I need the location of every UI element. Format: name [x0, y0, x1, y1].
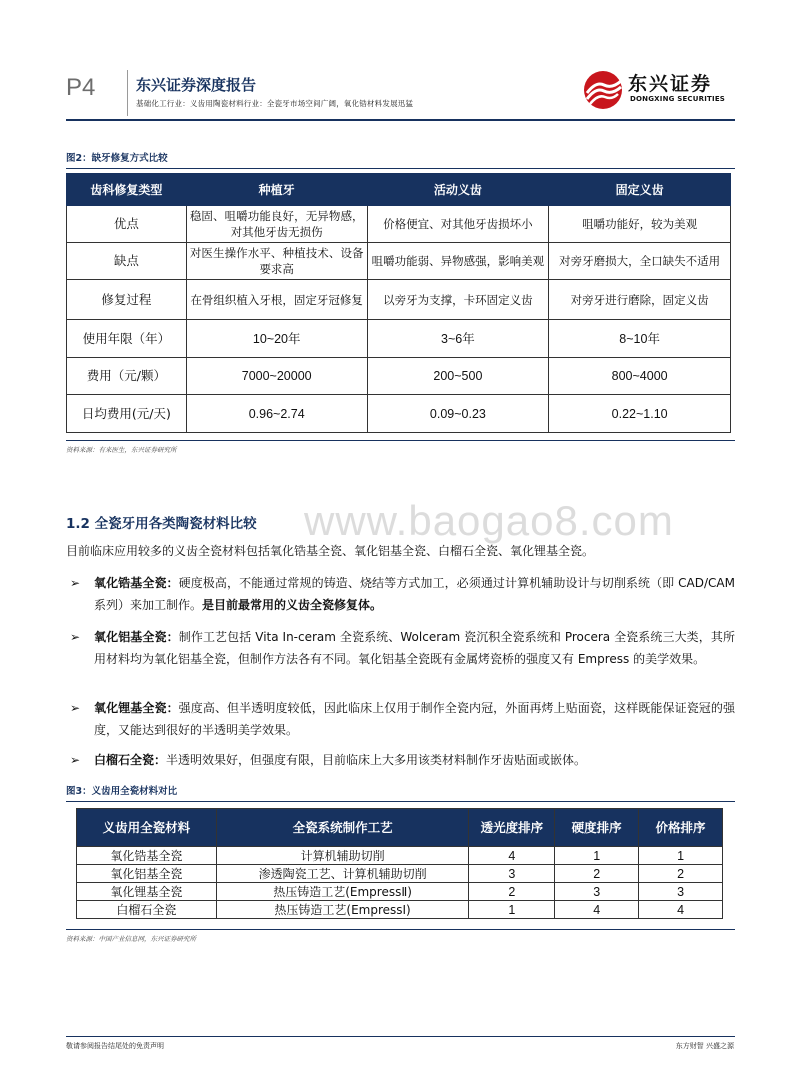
table-cell: 8~10年 [549, 320, 731, 358]
table-cell: 以旁牙为支撑，卡环固定义齿 [367, 280, 549, 320]
table-cell: 稳固、咀嚼功能良好，无异物感，对其他牙齿无损伤 [186, 206, 367, 243]
table-cell: 咀嚼功能好，较为美观 [549, 206, 731, 243]
table-row-label: 费用（元/颗） [67, 358, 187, 395]
logo-mark-icon [582, 69, 626, 111]
table-cell: 0.22~1.10 [549, 395, 731, 433]
figure3-caption: 图3：义齿用全瓷材料对比 [66, 786, 178, 797]
bullet-term: 氧化锂基全瓷： [94, 701, 179, 715]
table-header-cell: 活动义齿 [367, 174, 549, 206]
table-row [67, 206, 731, 243]
table-header-cell: 价格排序 [639, 809, 723, 847]
header-rule [66, 119, 735, 121]
table-cell: 在骨组织植入牙根，固定牙冠修复 [186, 280, 367, 320]
table-cell: 7000~20000 [186, 358, 367, 395]
table-header-cell: 全瓷系统制作工艺 [216, 809, 469, 847]
figure3-rule [66, 801, 735, 802]
table-header-cell: 固定义齿 [549, 174, 731, 206]
footer-rule [66, 1036, 735, 1037]
table-cell: 4 [469, 847, 555, 865]
table-row [67, 243, 731, 280]
table-cell: 对旁牙进行磨除，固定义齿 [549, 280, 731, 320]
bullet-leucite [66, 749, 735, 771]
bullet-term: 氧化铝基全瓷： [94, 630, 179, 644]
header-divider [127, 70, 128, 116]
table-cell: 1 [469, 901, 555, 919]
table-row [77, 883, 723, 901]
figure2-bottom-rule [66, 440, 735, 441]
table-cell: 200~500 [367, 358, 549, 395]
table-row [67, 358, 731, 395]
bullet-text: 制作工艺包括 Vita In-ceram 全瓷系统、Wolceram 瓷沉积全瓷系统和 Procera 全瓷系统三大类，其所用材料均为氧化铝基全瓷，但制作方法各有不同。氧化铝基全瓷既有金属烤瓷桥的强度又有 Empress 的美学效果。 [94, 630, 735, 666]
table-header-row [77, 809, 723, 847]
company-logo [582, 69, 732, 111]
figure2-caption: 图2：缺牙修复方式比较 [66, 153, 168, 164]
bullet-term: 白榴石全瓷： [94, 753, 167, 767]
report-title: 东兴证券深度报告 [136, 76, 257, 94]
bullet-term: 氧化锆基全瓷： [94, 576, 179, 590]
bullet-zirconia [66, 572, 735, 616]
table-row [77, 901, 723, 919]
table-cell: 白榴石全瓷 [77, 901, 217, 919]
watermark: www.baogao8.com [304, 497, 674, 544]
table-cell: 1 [639, 847, 723, 865]
table-cell: 0.96~2.74 [186, 395, 367, 433]
table-cell: 3~6年 [367, 320, 549, 358]
table-cell: 2 [469, 883, 555, 901]
table-header-cell: 硬度排序 [555, 809, 639, 847]
bullet-arrow-icon: ➢ [70, 630, 81, 644]
table-cell: 4 [555, 901, 639, 919]
table-header-cell: 透光度排序 [469, 809, 555, 847]
table-row [67, 280, 731, 320]
ceramic-material-table [76, 808, 723, 919]
intro-paragraph: 目前临床应用较多的义齿全瓷材料包括氧化锆基全瓷、氧化铝基全瓷、白榴石全瓷、氧化锂基全瓷。 [66, 544, 595, 558]
table-row [67, 395, 731, 433]
figure3-bottom-rule [66, 929, 735, 930]
table-cell: 氧化锂基全瓷 [77, 883, 217, 901]
table-cell: 1 [555, 847, 639, 865]
table-header-cell: 种植牙 [186, 174, 367, 206]
table-cell: 10~20年 [186, 320, 367, 358]
table-row-label: 缺点 [67, 243, 187, 280]
table-cell: 3 [639, 883, 723, 901]
table-header-cell: 齿科修复类型 [67, 174, 187, 206]
table-cell: 3 [469, 865, 555, 883]
table-cell: 3 [555, 883, 639, 901]
table-cell: 氧化锆基全瓷 [77, 847, 217, 865]
table-cell: 0.09~0.23 [367, 395, 549, 433]
table-row [77, 865, 723, 883]
bullet-emphasis: 是目前最常用的义齿全瓷修复体。 [202, 598, 383, 612]
bullet-arrow-icon: ➢ [70, 753, 81, 767]
table-row-label: 修复过程 [67, 280, 187, 320]
bullet-text: 强度高、但半透明度较低，因此临床上仅用于制作全瓷内冠，外面再烤上贴面瓷，这样既能保证瓷冠的强度，又能达到很好的半透明美学效果。 [94, 701, 735, 737]
bullet-arrow-icon: ➢ [70, 576, 81, 590]
logo-text-en: DONGXING SECURITIES [630, 95, 726, 103]
footer-slogan: 东方财智 兴盛之源 [675, 1042, 734, 1050]
table-row-label: 使用年限（年） [67, 320, 187, 358]
table-header-cell: 义齿用全瓷材料 [77, 809, 217, 847]
table-header-row [67, 174, 731, 206]
table-cell: 咀嚼功能弱、异物感强，影响美观 [367, 243, 549, 280]
bullet-arrow-icon: ➢ [70, 701, 81, 715]
table-cell: 价格便宜、对其他牙齿损坏小 [367, 206, 549, 243]
table-cell: 计算机辅助切削 [216, 847, 469, 865]
table-cell: 热压铸造工艺(EmpressⅡ) [216, 883, 469, 901]
bullet-alumina [66, 626, 735, 670]
figure3-source: 资料来源：中国产业信息网，东兴证券研究所 [66, 935, 196, 943]
report-subtitle: 基础化工行业：义齿用陶瓷材料行业：全瓷牙市场空间广阔，氧化锆材料发展迅猛 [136, 99, 414, 108]
table-row [77, 847, 723, 865]
table-cell: 对旁牙磨损大，全口缺失不适用 [549, 243, 731, 280]
footer-disclaimer: 敬请参阅报告结尾处的免责声明 [66, 1042, 164, 1050]
table-cell: 氧化铝基全瓷 [77, 865, 217, 883]
table-row-label: 优点 [67, 206, 187, 243]
figure2-source: 资料来源：有来医生，东兴证券研究所 [66, 446, 177, 454]
figure2-rule [66, 168, 735, 169]
table-cell: 渗透陶瓷工艺、计算机辅助切削 [216, 865, 469, 883]
table-cell: 4 [639, 901, 723, 919]
table-cell: 热压铸造工艺(EmpressⅠ) [216, 901, 469, 919]
bullet-text: 硬度极高，不能通过常规的铸造、烧结等方式加工，必须通过计算机辅助设计与切削系统（即 CAD/CAM 系列）来加工制作。 [94, 576, 735, 612]
logo-text-cn: 东兴证券 [628, 73, 713, 95]
page-number: P4 [66, 74, 96, 101]
table-row-label: 日均费用(元/天) [67, 395, 187, 433]
table-cell: 2 [555, 865, 639, 883]
bullet-lithium [66, 697, 735, 741]
section-title: 1.2 全瓷牙用各类陶瓷材料比较 [66, 516, 257, 532]
table-cell: 对医生操作水平、种植技术、设备要求高 [186, 243, 367, 280]
table-cell: 800~4000 [549, 358, 731, 395]
table-row [67, 320, 731, 358]
bullet-text: 半透明效果好，但强度有限，目前临床上大多用该类材料制作牙齿贴面或嵌体。 [166, 753, 587, 767]
repair-comparison-table [66, 173, 731, 433]
table-cell: 2 [639, 865, 723, 883]
